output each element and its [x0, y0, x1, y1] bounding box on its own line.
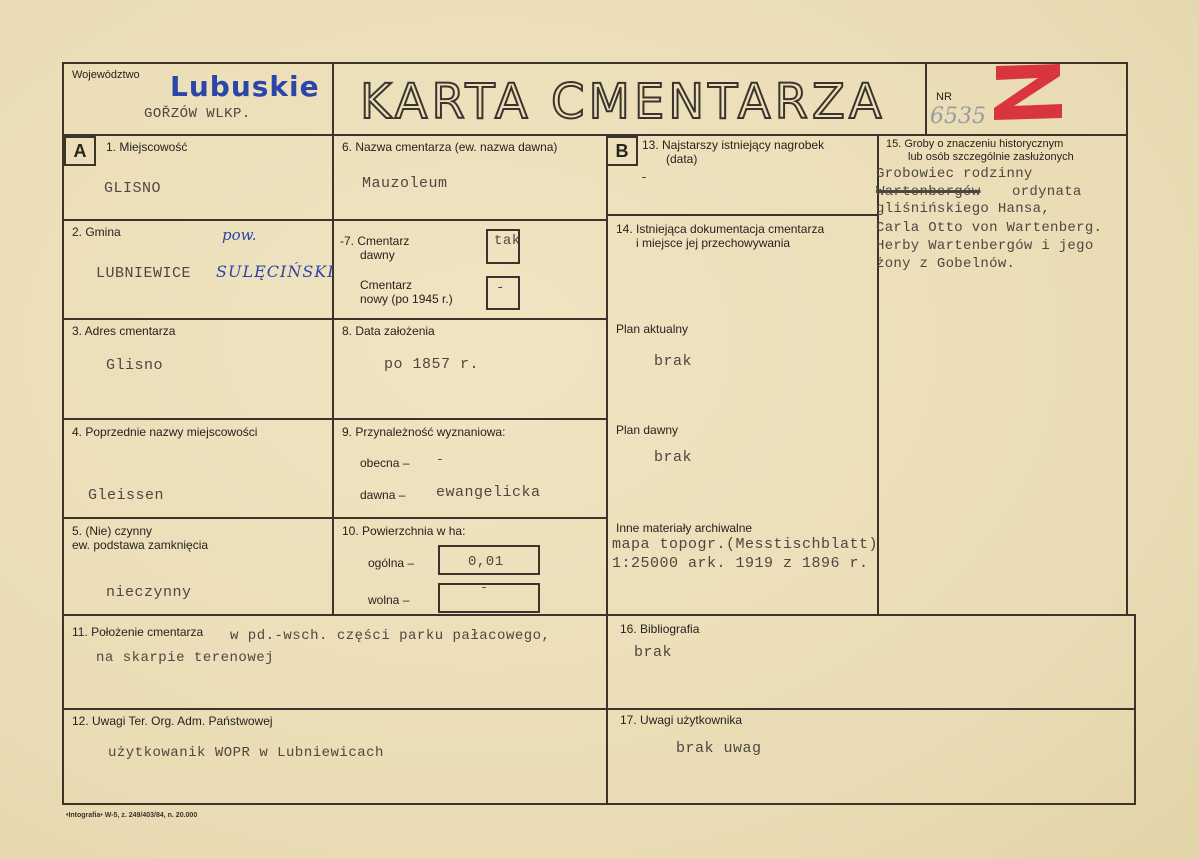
wojewodztwo-typed: GOŘZÓW WLKP.	[144, 106, 251, 122]
field-12-value: użytkowanik WOPR w Lubniewicach	[108, 745, 384, 761]
print-footer: •Intografia• W-5, z. 249/403/84, n. 20.000	[66, 812, 198, 819]
field-10-wolna-box	[438, 583, 540, 613]
field-13-label-2: (data)	[666, 152, 698, 166]
field-10-wolna-value: -	[480, 580, 489, 595]
field-8-label: 8. Data założenia	[342, 324, 435, 338]
field-10-label: 10. Powierzchnia w ha:	[342, 524, 466, 538]
field-15-line-6: żony z Gobelnów.	[876, 256, 1016, 272]
field-2-hand-pow: pow.	[222, 226, 257, 244]
field-11-value-1: w pd.-wsch. części parku pałacowego,	[230, 628, 551, 644]
plan-dawny-label: Plan dawny	[616, 423, 679, 437]
row-line-full-2	[62, 708, 1136, 710]
wojewodztwo-stamp: Lubuskie	[170, 70, 320, 103]
row-line-a2	[62, 318, 608, 320]
field-14-label-2: i miejsce jej przechowywania	[636, 236, 791, 250]
plan-dawny-value: brak	[654, 449, 693, 466]
field-15-line-3: gliśnińskiego Hansa,	[876, 201, 1051, 217]
field-7-new-label-1: Cmentarz	[360, 278, 413, 292]
field-3-label: 3. Adres cmentarza	[72, 324, 176, 338]
header-divider-2	[925, 62, 927, 136]
header-bottom-line	[62, 134, 1128, 136]
row-line-a4	[62, 517, 608, 519]
field-16-value: brak	[634, 644, 673, 661]
field-4-label: 4. Poprzednie nazwy miejscowości	[72, 425, 258, 439]
inne-value-1: mapa topogr.(Messtischblatt)	[612, 536, 879, 553]
field-15-label-2: lub osób szczególnie zasłużonych	[908, 151, 1074, 163]
section-a-box: A	[64, 136, 96, 166]
field-7-old-label-2: dawny	[360, 248, 395, 262]
field-15-line-2: ordynata	[1012, 184, 1082, 200]
field-8-value: po 1857 r.	[384, 356, 480, 373]
red-z-mark	[990, 60, 1066, 122]
field-7-old-value: tak	[494, 233, 521, 249]
field-11-label: 11. Położenie cmentarza	[72, 625, 204, 639]
field-9-dawna-value: ewangelicka	[436, 484, 541, 501]
field-12-label: 12. Uwagi Ter. Org. Adm. Państwowej	[72, 714, 273, 728]
field-17-label: 17. Uwagi użytkownika	[620, 713, 743, 727]
field-15-label-1: 15. Groby o znaczeniu historycznym	[886, 138, 1064, 150]
inne-value-2: 1:25000 ark. 1919 z 1896 r.	[612, 555, 869, 572]
field-15-line-2-strike: Wartenbergów	[876, 184, 981, 200]
frame-right-line-upper	[1126, 62, 1128, 614]
section-b-box: B	[606, 136, 638, 166]
field-1-value: GLISNO	[104, 180, 162, 197]
field-15-line-5: Herby Wartenbergów i jego	[876, 238, 1094, 254]
field-7-new-value: -	[496, 280, 505, 296]
field-16-label: 16. Bibliografia	[620, 622, 700, 636]
frame-bottom-line	[62, 803, 1136, 805]
column-divider-2	[606, 134, 608, 804]
frame-top-line	[62, 62, 1128, 64]
plan-aktualny-value: brak	[654, 353, 693, 370]
field-7-new-label-2: nowy (po 1945 r.)	[360, 292, 453, 306]
field-10-ogolna-label: ogólna –	[368, 556, 415, 570]
field-13-value: -	[640, 170, 649, 185]
field-5-label-1: 5. (Nie) czynny	[72, 524, 153, 538]
field-4-value: Gleissen	[88, 487, 165, 504]
field-2-value: LUBNIEWICE	[96, 265, 192, 282]
field-5-value: nieczynny	[106, 584, 192, 601]
field-9-obecna-label: obecna –	[360, 456, 410, 470]
field-10-wolna-label: wolna –	[368, 593, 410, 607]
column-divider-1	[332, 134, 334, 616]
frame-left-line	[62, 62, 64, 805]
row-line-a3	[62, 418, 608, 420]
field-5-label-2: ew. podstawa zamknięcia	[72, 538, 209, 552]
field-14-label-1: 14. Istniejąca dokumentacja cmentarza	[616, 222, 825, 236]
card-title: KARTA CMENTARZA	[360, 74, 886, 130]
field-2-hand-value: SULĘCIŃSKI	[216, 262, 335, 281]
field-6-label: 6. Nazwa cmentarza (ew. nazwa dawna)	[342, 140, 558, 154]
field-9-label: 9. Przynależność wyznaniowa:	[342, 425, 506, 439]
field-9-obecna-value: -	[436, 452, 445, 467]
inne-label: Inne materiały archiwalne	[616, 521, 753, 535]
field-15-line-1: Grobowiec rodzinny	[876, 166, 1033, 182]
field-6-value: Mauzoleum	[362, 175, 448, 192]
field-9-dawna-label: dawna –	[360, 488, 406, 502]
field-15-line-4: Carla Otto von Wartenberg.	[876, 220, 1103, 236]
field-1-label: 1. Miejscowość	[106, 140, 188, 154]
row-line-m1	[332, 219, 608, 221]
field-10-ogolna-value: 0,01	[468, 554, 504, 570]
wojewodztwo-label: Województwo	[72, 69, 140, 81]
plan-aktualny-label: Plan aktualny	[616, 322, 689, 336]
field-11-value-2: na skarpie terenowej	[96, 650, 275, 666]
field-7-old-label-1: -7. Cmentarz	[340, 234, 410, 248]
field-2-label: 2. Gmina	[72, 225, 121, 239]
row-line-full-1	[62, 614, 1136, 616]
header-divider-1	[332, 62, 334, 136]
field-3-value: Glisno	[106, 357, 164, 374]
nr-label: NR	[936, 91, 952, 103]
row-line-a1	[62, 219, 334, 221]
nr-value: 6535	[930, 104, 986, 129]
field-13-label-1: 13. Najstarszy istniejący nagrobek	[642, 138, 825, 152]
row-line-b1	[606, 214, 879, 216]
field-17-value: brak uwag	[676, 740, 762, 757]
